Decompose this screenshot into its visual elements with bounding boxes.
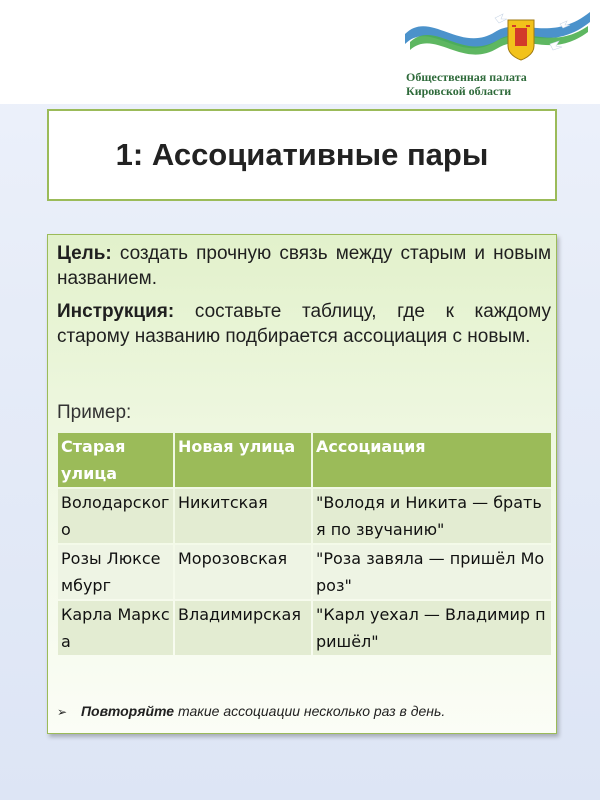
content-box (47, 234, 557, 734)
table-row (58, 489, 551, 543)
page-title: 1: Ассоциативные пары (115, 137, 489, 172)
organization-name (406, 70, 596, 98)
association-cell: "Володя и Никита — братья по звучанию" (313, 489, 551, 543)
example-label: Пример: (57, 402, 132, 423)
new-street-cell: Владимирская (175, 601, 311, 655)
old-street-cell: Володарского (58, 489, 173, 543)
org-name-line1: Общественная палата (406, 70, 527, 84)
org-name-line2: Кировской области (406, 84, 512, 98)
association-cell: "Карл уехал — Владимир пришёл" (313, 601, 551, 655)
footer-text: такие ассоциации несколько раз в день. (177, 703, 446, 719)
footer-note (57, 703, 551, 719)
footer-bold: Повторяйте (80, 703, 175, 719)
association-cell: "Роза завяла — пришёл Мороз" (313, 545, 551, 599)
table-row (58, 601, 551, 655)
old-street-cell: Карла Маркса (58, 601, 173, 655)
instruction-label: Инструкция: (57, 301, 175, 322)
instruction-paragraph (57, 299, 551, 349)
old-street-cell: Розы Люксембург (58, 545, 173, 599)
goal-text: создать прочную связь между старым и новым названием. (57, 243, 552, 289)
new-street-cell: Морозовская (175, 545, 311, 599)
header-new-street: Новая улица (175, 433, 311, 487)
header-association: Ассоциация (313, 433, 551, 487)
arrow-bullet-icon: ➢ (57, 705, 68, 719)
table-header-row (58, 433, 551, 487)
new-street-cell: Никитская (175, 489, 311, 543)
association-table (56, 431, 553, 657)
title-box (47, 109, 557, 201)
goal-label: Цель: (57, 243, 112, 264)
table-row (58, 545, 551, 599)
instruction-text: составьте таблицу, где к каждому старому названию подбирается ассоциация с новым. (57, 301, 551, 347)
header-old-street: Старая улица (58, 433, 173, 487)
goal-paragraph (57, 241, 551, 291)
